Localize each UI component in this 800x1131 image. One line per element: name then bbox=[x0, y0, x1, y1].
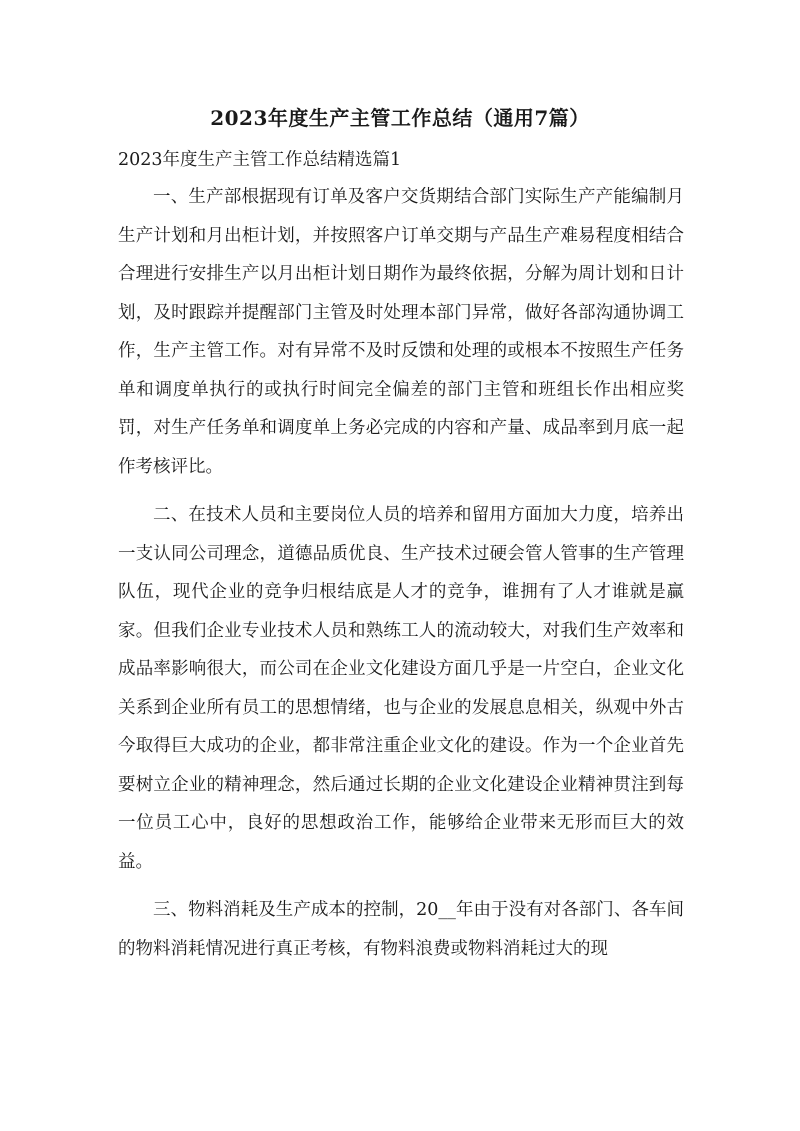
paragraph-1: 一、生产部根据现有订单及客户交货期结合部门实际生产产能编制月生产计划和月出柜计划，并按照客户订单交期与产品生产难易程度相结合合理进行安排生产以月出柜计划日期作为最终依据，分解为周计划和日计划，及时跟踪并提醒部门主管及时处理本部门异常，做好各部沟通协调工作，生产主管工作。对有异常不及时反馈和处理的或根本不按照生产任务单和调度单执行的或执行时间完全偏差的部门主管和班组长作出相应奖罚，对生产任务单和调度单上务必完成的内容和产量、成品率到月底一起作考核评比。 bbox=[118, 187, 684, 477]
section-heading: 2023年度生产主管工作总结精选篇1 bbox=[118, 150, 402, 170]
document-title: 2023年度生产主管工作总结（通用7篇） bbox=[210, 106, 590, 130]
document-body bbox=[118, 178, 684, 978]
paragraph-3: 三、物料消耗及生产成本的控制，20__年由于没有对各部门、各车间的物料消耗情况进行真正考核，有物料浪费或物料消耗过大的现 bbox=[118, 900, 684, 959]
paragraph-2: 二、在技术人员和主要岗位人员的培养和留用方面加大力度，培养出一支认同公司理念，道德品质优良、生产技术过硬会管人管事的生产管理队伍，现代企业的竞争归根结底是人才的竞争，谁拥有了人才谁就是赢家。但我们企业专业技术人员和熟练工人的流动较大，对我们生产效率和成品率影响很大，而公司在企业文化建设方面几乎是一片空白，企业文化关系到企业所有员工的思想情绪，也与企业的发展息息相关，纵观中外古今取得巨大成功的企业，都非常注重企业文化的建设。作为一个企业首先要树立企业的精神理念，然后通过长期的企业文化建设企业精神贯注到每一位员工心中，良好的思想政治工作，能够给企业带来无形而巨大的效益。 bbox=[118, 505, 684, 872]
